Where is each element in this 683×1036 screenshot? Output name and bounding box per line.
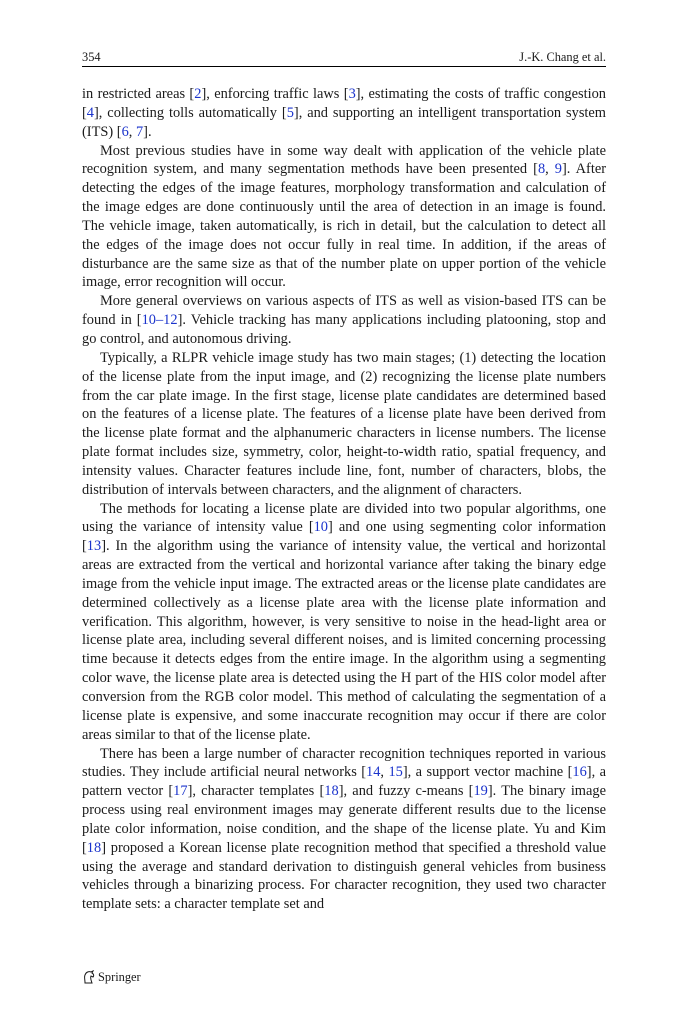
running-head-authors: J.-K. Chang et al. bbox=[519, 50, 606, 64]
running-header bbox=[82, 48, 606, 67]
publisher-name: Springer bbox=[98, 970, 141, 984]
citation-link[interactable]: 18 bbox=[86, 839, 102, 856]
citation-link[interactable]: 10 bbox=[313, 519, 328, 536]
paragraph-3: More general overviews on various aspects of ITS as well as vision-based ITS can be found in [10–12]. Vehicle tracking has many applications including platooning, stop and go control, and autonomous driving. bbox=[82, 293, 606, 347]
paragraph-4: Typically, a RLPR vehicle image study has two main stages; (1) detecting the location of the license plate from the input image, and (2) recognizing the license plate numbers from the car plate image. In the first stage, license plate candidates are determined based on the features of a license plate. The features of a license plate have been derived from the license plate format and the alphanumeric characters in license numbers. The license plate format includes size, symmetry, color, height-to-width ratio, spatial frequency, and intensity values. Character features include line, font, number of characters, blobs, the distribution of intervals between characters, and the alignment of characters. bbox=[82, 349, 606, 498]
page-footer bbox=[82, 968, 141, 986]
paragraph-2: Most previous studies have in some way dealt with application of the vehicle plate recognition system, and many segmentation methods have been presented [8, 9]. After detecting the edges of the image features, morphology transformation and calculation of the image edges are done continuously until the area of detection in an image is found. The vehicle image, taken automatically, is rich in detail, but the calculation to detect all the edges of the image does not occur fully in real time. In addition, if the areas of disturbance are the same size as that of the number plate on upper portion of the vehicle image, error recognition will occur. bbox=[82, 142, 606, 291]
citation-link[interactable]: 8 bbox=[537, 161, 546, 178]
paragraph-1: in restricted areas [2], enforcing traffic laws [3], estimating the costs of traffic congestion [4], collecting tolls automatically [5], and supporting an intelligent transportation system (ITS) [6, 7]. bbox=[82, 86, 606, 140]
paragraph-5: The methods for locating a license plate are divided into two popular algorithms, one using the variance of intensity value [10] and one using segmenting color information [13]. In the algorithm using the variance of intensity value, the vertical and horizontal areas are extracted from the vertical and horizontal variance after taking the binary edge image from the vehicle input image. The extracted areas or the license plate candidates are determined collectively as a license plate area with the license plate information and verification. This algorithm, however, is very sensitive to noise in the head-light area or license plate area, including several different noises, and is limited concerning processing time because it detects edges from the entire image. In the algorithm using a segmenting color wave, the license plate area is detected using the H part of the HIS color model after conversion from the RGB color model. This method of calculating the segmentation of a license plate is expensive, and some inaccurate recognition may occur if there are color areas similar to that of the license plate. bbox=[82, 500, 606, 743]
citation-link[interactable]: 5 bbox=[286, 104, 294, 121]
citation-link[interactable]: 15 bbox=[388, 764, 403, 781]
paragraph-6: There has been a large number of character recognition techniques reported in various studies. They include artificial neural networks [14, 15], a support vector machine [16], a pattern vector [17], character templates [18], and fuzzy c-means [19]. The binary image process using real environment images may generate different results due to the license plate color information, noise condition, and the shape of the license plate. Yu and Kim [18] proposed a Korean license plate recognition method that specified a threshold value using the average and standard derivation to distinguish general vehicles from business vehicles through a binarizing process. For character recognition, they used two character template sets: a character template set and bbox=[82, 745, 606, 913]
body-text bbox=[82, 85, 606, 914]
citation-link[interactable]: 14 bbox=[366, 764, 381, 781]
citation-link[interactable]: 2 bbox=[194, 86, 202, 102]
citation-link[interactable]: 9 bbox=[554, 161, 562, 178]
citation-link[interactable]: 7 bbox=[135, 123, 144, 140]
citation-link[interactable]: 18 bbox=[324, 783, 339, 800]
citation-link[interactable]: 10–12 bbox=[141, 312, 178, 329]
citation-link[interactable]: 6 bbox=[121, 123, 129, 140]
citation-link[interactable]: 3 bbox=[348, 86, 356, 102]
citation-link[interactable]: 4 bbox=[86, 104, 94, 121]
citation-link[interactable]: 16 bbox=[572, 764, 587, 781]
citation-link[interactable]: 19 bbox=[473, 783, 488, 800]
citation-link[interactable]: 17 bbox=[173, 783, 188, 800]
springer-horse-logo-icon bbox=[82, 970, 95, 984]
page-number: 354 bbox=[82, 50, 101, 64]
citation-link[interactable]: 13 bbox=[86, 538, 102, 555]
